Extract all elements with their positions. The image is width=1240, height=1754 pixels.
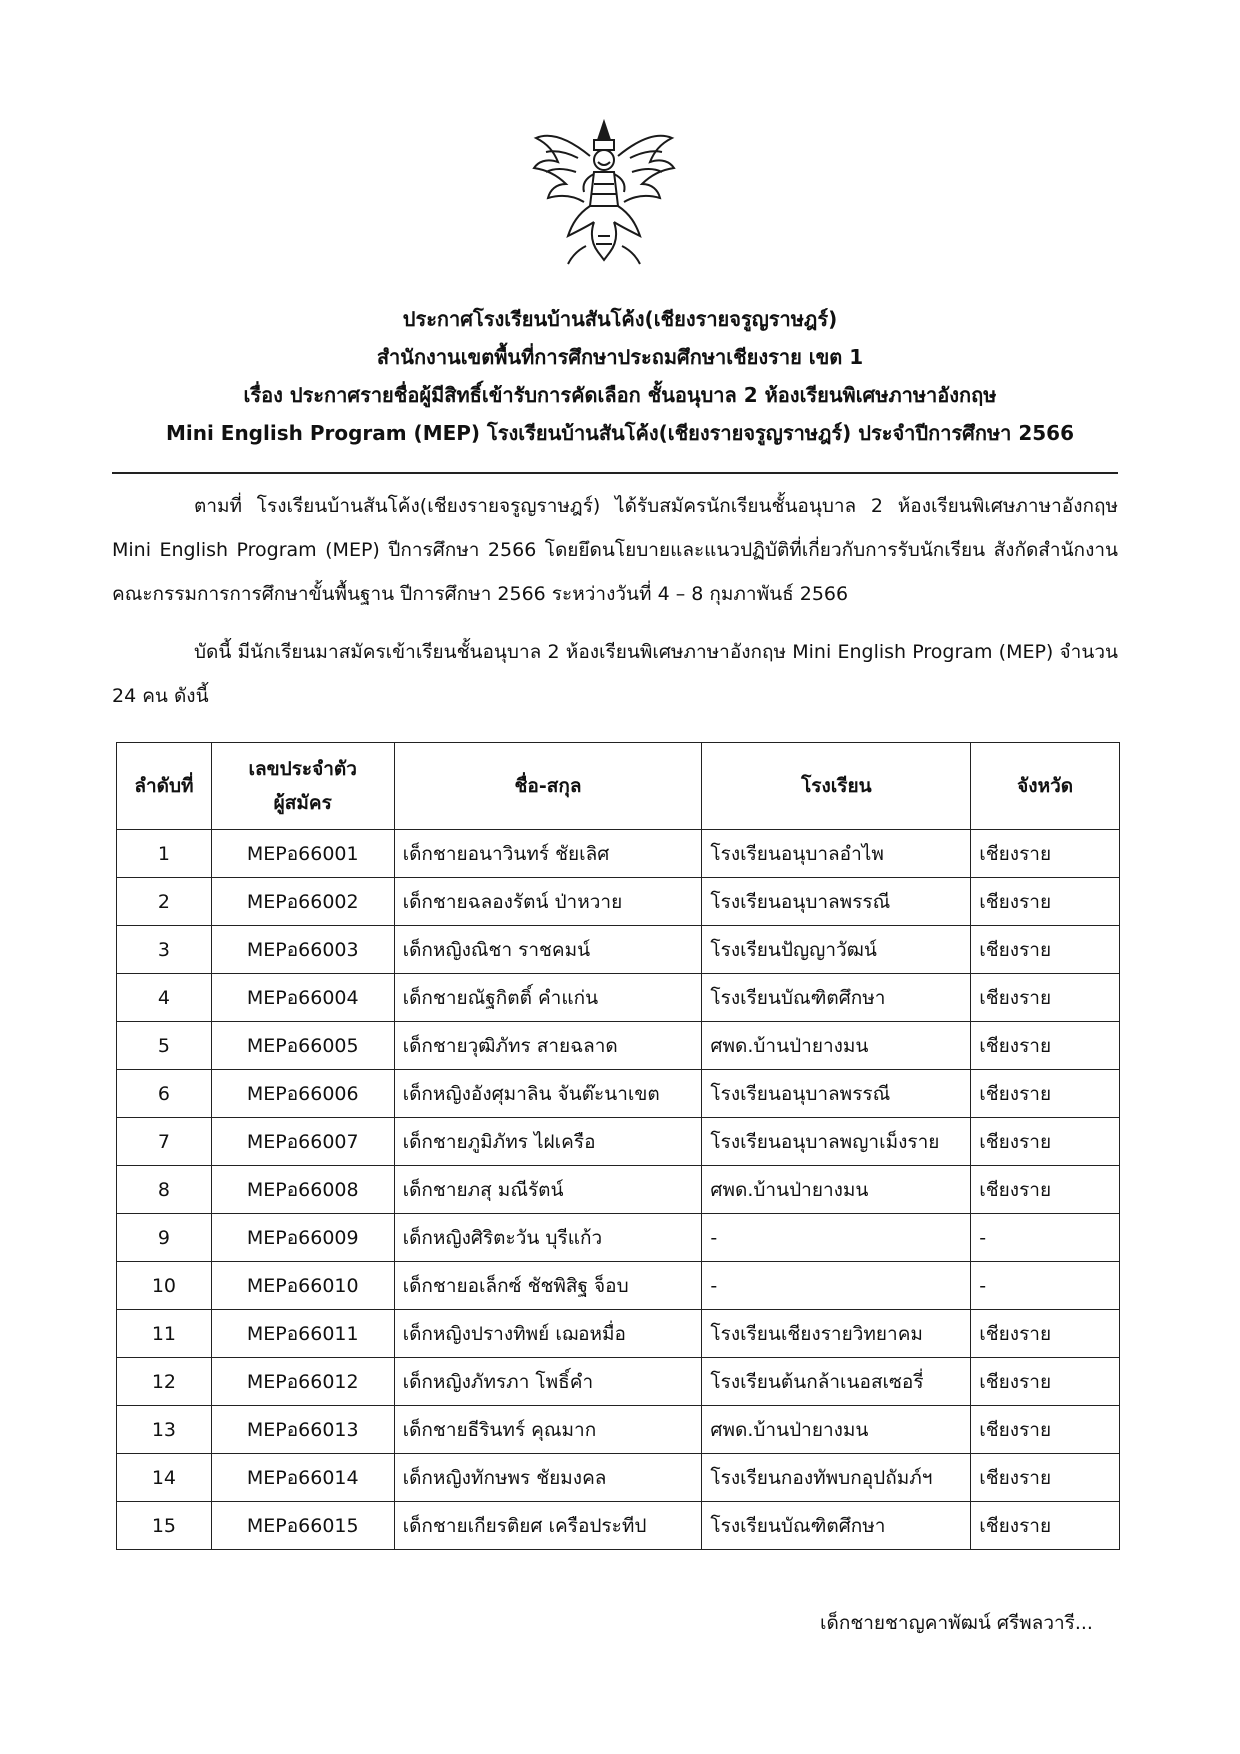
- cell-school: โรงเรียนกองทัพบกอุปถัมภ์ฯ: [702, 1454, 971, 1502]
- table-row: [117, 926, 1120, 974]
- cell-name: เด็กหญิงอังศุมาลิน จันต๊ะนาเขต: [394, 1070, 702, 1118]
- col-header-school: โรงเรียน: [702, 743, 971, 830]
- col-header-applicant-id: [211, 743, 394, 830]
- continuation-text: เด็กชายชาญคาพัฒน์ ศรีพลวารี...: [820, 1612, 1093, 1634]
- cell-province: เชียงราย: [971, 1406, 1120, 1454]
- cell-province: เชียงราย: [971, 830, 1120, 878]
- cell-applicant-id: MEPอ66012: [211, 1358, 394, 1406]
- cell-no: 15: [117, 1502, 212, 1550]
- cell-name: เด็กชายภสุ มณีรัตน์: [394, 1166, 702, 1214]
- table-row: [117, 1118, 1120, 1166]
- cell-applicant-id: MEPอ66008: [211, 1166, 394, 1214]
- cell-name: เด็กชายอเล็กซ์ ชัชพิสิฐ จ็อบ: [394, 1262, 702, 1310]
- cell-name: เด็กหญิงปรางทิพย์ เฌอหมื่อ: [394, 1310, 702, 1358]
- cell-no: 1: [117, 830, 212, 878]
- cell-applicant-id: MEPอ66003: [211, 926, 394, 974]
- applicant-table: [116, 742, 1120, 1550]
- cell-school: โรงเรียนต้นกล้าเนอสเซอรี่: [702, 1358, 971, 1406]
- cell-school: โรงเรียนบัณฑิตศึกษา: [702, 974, 971, 1022]
- cell-province: เชียงราย: [971, 1070, 1120, 1118]
- cell-no: 13: [117, 1406, 212, 1454]
- cell-no: 6: [117, 1070, 212, 1118]
- cell-no: 12: [117, 1358, 212, 1406]
- cell-applicant-id: MEPอ66013: [211, 1406, 394, 1454]
- table-row: [117, 1310, 1120, 1358]
- cell-school: โรงเรียนปัญญาวัฒน์: [702, 926, 971, 974]
- cell-province: -: [971, 1262, 1120, 1310]
- cell-name: เด็กหญิงณิชา ราชคมน์: [394, 926, 702, 974]
- cell-name: เด็กชายณัฐกิตติ์ คำแก่น: [394, 974, 702, 1022]
- cell-province: -: [971, 1214, 1120, 1262]
- announcement-header: [0, 300, 1240, 452]
- cell-province: เชียงราย: [971, 926, 1120, 974]
- cell-no: 10: [117, 1262, 212, 1310]
- cell-school: โรงเรียนบัณฑิตศึกษา: [702, 1502, 971, 1550]
- header-school-title: ประกาศโรงเรียนบ้านสันโค้ง(เชียงรายจรูญราษฎร์): [402, 307, 838, 331]
- cell-name: เด็กชายวุฒิภัทร สายฉลาด: [394, 1022, 702, 1070]
- cell-school: -: [702, 1262, 971, 1310]
- cell-applicant-id: MEPอ66015: [211, 1502, 394, 1550]
- cell-applicant-id: MEPอ66001: [211, 830, 394, 878]
- table-row: [117, 1454, 1120, 1502]
- table-row: [117, 1070, 1120, 1118]
- cell-name: เด็กชายธีรินทร์ คุณมาก: [394, 1406, 702, 1454]
- cell-school: โรงเรียนเชียงรายวิทยาคม: [702, 1310, 971, 1358]
- col-header-name: ชื่อ-สกุล: [394, 743, 702, 830]
- cell-school: ศพด.บ้านป่ายางมน: [702, 1166, 971, 1214]
- applicant-count-paragraph: [112, 630, 1118, 718]
- cell-province: เชียงราย: [971, 1022, 1120, 1070]
- cell-applicant-id: MEPอ66014: [211, 1454, 394, 1502]
- cell-applicant-id: MEPอ66011: [211, 1310, 394, 1358]
- cell-school: ศพด.บ้านป่ายางมน: [702, 1022, 971, 1070]
- table-row: [117, 878, 1120, 926]
- table-row: [117, 1502, 1120, 1550]
- table-row: [117, 830, 1120, 878]
- cell-province: เชียงราย: [971, 1502, 1120, 1550]
- cell-province: เชียงราย: [971, 1358, 1120, 1406]
- cell-applicant-id: MEPอ66009: [211, 1214, 394, 1262]
- cell-province: เชียงราย: [971, 1118, 1120, 1166]
- cell-no: 5: [117, 1022, 212, 1070]
- table-body: [117, 830, 1120, 1550]
- table-row: [117, 1358, 1120, 1406]
- cell-school: โรงเรียนอนุบาลพญาเม็งราย: [702, 1118, 971, 1166]
- header-program-title: Mini English Program (MEP) โรงเรียนบ้านสันโค้ง(เชียงรายจรูญราษฎร์) ประจำปีการศึกษา 2566: [165, 421, 1075, 445]
- cell-school: โรงเรียนอนุบาลพรรณี: [702, 1070, 971, 1118]
- cell-province: เชียงราย: [971, 1454, 1120, 1502]
- header-divider: [112, 472, 1118, 474]
- cell-no: 14: [117, 1454, 212, 1502]
- col-header-province: จังหวัด: [971, 743, 1120, 830]
- cell-province: เชียงราย: [971, 1166, 1120, 1214]
- table-row: [117, 974, 1120, 1022]
- cell-no: 2: [117, 878, 212, 926]
- col-header-id-line2: ผู้สมัคร: [273, 792, 332, 814]
- intro-paragraph-text: ตามที่ โรงเรียนบ้านสันโค้ง(เชียงรายจรูญราษฎร์) ได้รับสมัครนักเรียนชั้นอนุบาล 2 ห้องเรียนพิเศษภาษาอังกฤษ Mini English Program (MEP) ปีการศึกษา 2566 โดยยึดนโยบายและแนวปฏิบัติที่เกี่ยวกับการรับนักเรียน สังกัดสำนักงานคณะกรรมการการศึกษาขั้นพื้นฐาน ปีการศึกษา 2566 ระหว่างวันที่ 4 – 8 กุมภาพันธ์ 2566: [112, 495, 1118, 605]
- cell-province: เชียงราย: [971, 974, 1120, 1022]
- cell-no: 11: [117, 1310, 212, 1358]
- cell-province: เชียงราย: [971, 878, 1120, 926]
- table-row: [117, 1406, 1120, 1454]
- col-header-no: ลำดับที่: [117, 743, 212, 830]
- table-header-row: [117, 743, 1120, 830]
- table-row: [117, 1262, 1120, 1310]
- cell-name: เด็กชายอนาวินทร์ ชัยเลิศ: [394, 830, 702, 878]
- header-subject: เรื่อง ประกาศรายชื่อผู้มีสิทธิ์เข้ารับการคัดเลือก ชั้นอนุบาล 2 ห้องเรียนพิเศษภาษาอังกฤษ: [243, 383, 997, 407]
- cell-no: 3: [117, 926, 212, 974]
- cell-applicant-id: MEPอ66006: [211, 1070, 394, 1118]
- cell-name: เด็กชายฉลองรัตน์ ป่าหวาย: [394, 878, 702, 926]
- header-office-title: สำนักงานเขตพื้นที่การศึกษาประถมศึกษาเชียงราย เขต 1: [376, 345, 864, 369]
- garuda-emblem-icon: [528, 118, 680, 268]
- intro-paragraph: [112, 484, 1118, 616]
- cell-applicant-id: MEPอ66010: [211, 1262, 394, 1310]
- cell-school: โรงเรียนอนุบาลอำไพ: [702, 830, 971, 878]
- cell-school: -: [702, 1214, 971, 1262]
- cell-name: เด็กชายเกียรติยศ เครือประทีป: [394, 1502, 702, 1550]
- cell-name: เด็กหญิงทักษพร ชัยมงคล: [394, 1454, 702, 1502]
- applicant-count-text: บัดนี้ มีนักเรียนมาสมัครเข้าเรียนชั้นอนุบาล 2 ห้องเรียนพิเศษภาษาอังกฤษ Mini English Program (MEP) จำนวน 24 คน ดังนี้: [112, 641, 1118, 707]
- cell-school: โรงเรียนอนุบาลพรรณี: [702, 878, 971, 926]
- cell-name: เด็กหญิงศิริตะวัน บุรีแก้ว: [394, 1214, 702, 1262]
- table-row: [117, 1166, 1120, 1214]
- col-header-id-line1: เลขประจำตัว: [248, 758, 357, 780]
- cell-applicant-id: MEPอ66005: [211, 1022, 394, 1070]
- cell-province: เชียงราย: [971, 1310, 1120, 1358]
- cell-name: เด็กหญิงภัทรภา โพธิ์คำ: [394, 1358, 702, 1406]
- cell-no: 8: [117, 1166, 212, 1214]
- cell-no: 7: [117, 1118, 212, 1166]
- cell-school: ศพด.บ้านป่ายางมน: [702, 1406, 971, 1454]
- table-row: [117, 1022, 1120, 1070]
- cell-applicant-id: MEPอ66004: [211, 974, 394, 1022]
- cell-no: 4: [117, 974, 212, 1022]
- cell-no: 9: [117, 1214, 212, 1262]
- cell-applicant-id: MEPอ66002: [211, 878, 394, 926]
- cell-applicant-id: MEPอ66007: [211, 1118, 394, 1166]
- table-row: [117, 1214, 1120, 1262]
- cell-name: เด็กชายภูมิภัทร ไฝเครือ: [394, 1118, 702, 1166]
